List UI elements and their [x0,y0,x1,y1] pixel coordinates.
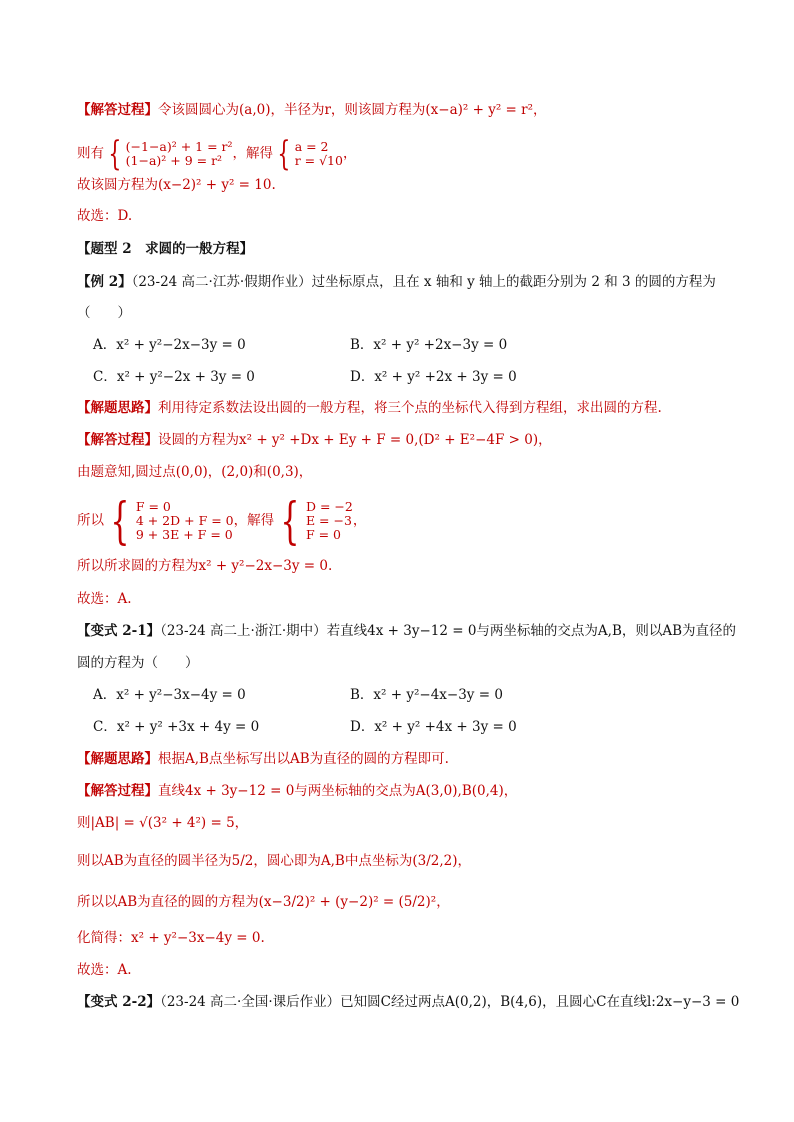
question-tag: 【变式 2-2】 [77,994,161,1010]
idea-text: 根据A,B点坐标写出以AB为直径的圆的方程即可. [158,751,449,767]
question-tag: 【例 2】 [77,274,132,290]
system-mid: ，解得 [232,145,274,162]
system-prefix: 则有 [77,145,104,162]
solution-line: 所以以AB为直径的圆的方程为(x−3/2)² + (y−2)² = (5/2)²， [77,894,450,910]
idea-tag: 【解题思路】 [77,751,158,767]
system-row: 4 + 2D + F = 0 [135,513,234,528]
system-end: ， [342,145,357,162]
system-prefix: 所以 [77,512,104,529]
option-d: D．x² + y² +4x + 3y = 0 [350,719,517,735]
system-row: F = 0 [135,499,171,514]
solution-row: E = −3 [305,513,352,528]
option-b: B．x² + y²−4x−3y = 0 [350,687,503,703]
question-paren: （ ） [77,305,131,321]
solution-text: 令该圆圆心为(a,0)，半径为r，则该圆方程为(x−a)² + y² = r²， [158,102,547,118]
solution-line: 所以所求圆的方程为x² + y²−2x−3y = 0. [77,558,333,574]
question-text: （23-24 高二·全国·课后作业）已知圆C经过两点A(0,2)，B(4,6)，且圆心C在直线l:2x−y−3 = 0 [160,994,740,1010]
idea-line [77,399,662,417]
equation-system: { (−1−a)² + 1 = r² (1−a)² + 9 = r² [108,134,233,174]
system-mid: ，解得 [233,512,275,529]
solution-row: D = −2 [305,499,353,514]
system-row: 9 + 3E + F = 0 [135,527,233,542]
idea-tag: 【解题思路】 [77,400,158,416]
solution-text: 直线4x + 3y−12 = 0与两坐标轴的交点为A(3,0),B(0,4)， [158,783,518,799]
option-c: C．x² + y² +3x + 4y = 0 [93,719,260,735]
solution-line: 则以AB为直径的圆半径为5/2，圆心即为A,B中点坐标为(3/2,2)， [77,853,471,869]
equation-system-line [77,134,357,174]
solution-line: 则|AB| = √(3² + 4²) = 5， [77,815,249,831]
solution-line [77,782,517,800]
solution-tag: 【解答过程】 [77,102,158,118]
solution-line: 故该圆方程为(x−2)² + y² = 10. [77,177,276,193]
question-text: （23-24 高二·江苏·假期作业）过坐标原点，且在 x 轴和 y 轴上的截距分别为 2 和 3 的圆的方程为 [131,274,716,290]
solution-row: a = 2 [294,139,329,154]
question-line [77,273,716,291]
solution-text: 设圆的方程为x² + y² +Dx + Ey + F = 0,(D² + E²−4F > 0)， [158,432,552,448]
solution-row: F = 0 [305,527,341,542]
option-d: D．x² + y² +2x + 3y = 0 [350,369,517,385]
solution-line: 由题意知,圆过点(0,0)，(2,0)和(0,3)， [77,464,313,480]
solution-line [77,101,547,119]
system-row: (1−a)² + 9 = r² [125,153,223,168]
system-end: ， [352,512,367,529]
option-b: B．x² + y² +2x−3y = 0 [350,337,508,353]
solution-system: { D = −2 E = −3 F = 0 [280,492,353,550]
answer-line: 故选：A. [77,962,132,978]
solution-line: 化简得：x² + y²−3x−4y = 0. [77,930,265,946]
answer-line: 故选：D. [77,208,133,224]
option-c: C．x² + y²−2x + 3y = 0 [93,369,255,385]
equation-system-line [77,492,367,550]
question-text: （23-24 高二上·浙江·期中）若直线4x + 3y−12 = 0与两坐标轴的交点为A,B，则以AB为直径的 [160,623,737,639]
question-line: 圆的方程为（ ） [77,655,199,671]
idea-text: 利用待定系数法设出圆的一般方程，将三个点的坐标代入得到方程组，求出圆的方程. [158,400,662,416]
question-line [77,993,739,1011]
option-a: A．x² + y²−2x−3y = 0 [93,337,246,353]
solution-row: r = √10 [294,153,343,168]
system-row: (−1−a)² + 1 = r² [125,139,233,154]
solution-tag: 【解答过程】 [77,432,158,448]
solution-tag: 【解答过程】 [77,783,158,799]
idea-line [77,750,449,768]
section-heading: 【题型 2 求圆的一般方程】 [77,241,254,257]
answer-line: 故选：A. [77,591,132,607]
solution-system: { a = 2 r = √10 [277,134,343,174]
solution-line [77,431,552,449]
question-line [77,622,736,640]
option-a: A．x² + y²−3x−4y = 0 [93,687,246,703]
question-tag: 【变式 2-1】 [77,623,161,639]
equation-system: { F = 0 4 + 2D + F = 0 9 + 3E + F = 0 [110,492,234,550]
